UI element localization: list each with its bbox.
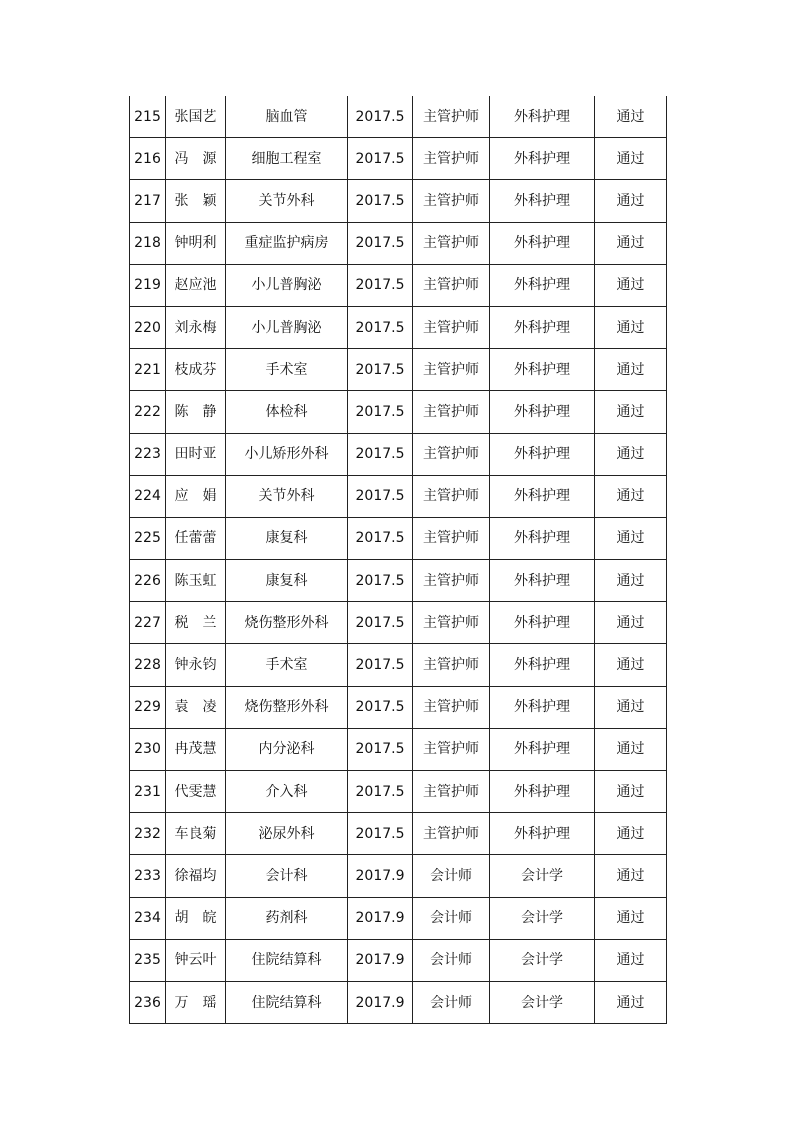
cell-title: 主管护师	[413, 433, 490, 475]
table-row	[130, 728, 667, 770]
cell-number: 224	[130, 475, 166, 517]
cell-major: 外科护理	[490, 813, 595, 855]
cell-number: 216	[130, 138, 166, 180]
cell-date: 2017.9	[348, 897, 413, 939]
cell-department: 康复科	[226, 560, 348, 602]
cell-major: 外科护理	[490, 602, 595, 644]
cell-major: 外科护理	[490, 180, 595, 222]
cell-result: 通过	[595, 981, 667, 1023]
cell-result: 通过	[595, 686, 667, 728]
cell-name: 代雯慧	[166, 771, 226, 813]
cell-major: 外科护理	[490, 475, 595, 517]
roster-table	[129, 96, 667, 1024]
cell-name: 车良菊	[166, 813, 226, 855]
cell-number: 221	[130, 349, 166, 391]
cell-title: 主管护师	[413, 517, 490, 559]
table-row	[130, 813, 667, 855]
cell-result: 通过	[595, 433, 667, 475]
cell-department: 住院结算科	[226, 939, 348, 981]
cell-name: 万 瑶	[166, 981, 226, 1023]
cell-major: 外科护理	[490, 728, 595, 770]
cell-number: 220	[130, 306, 166, 348]
cell-major: 外科护理	[490, 306, 595, 348]
cell-result: 通过	[595, 138, 667, 180]
roster-table-body	[130, 96, 667, 1024]
table-row	[130, 771, 667, 813]
cell-number: 222	[130, 391, 166, 433]
table-row	[130, 306, 667, 348]
cell-title: 会计师	[413, 855, 490, 897]
cell-name: 刘永梅	[166, 306, 226, 348]
cell-result: 通过	[595, 349, 667, 391]
cell-major: 会计学	[490, 981, 595, 1023]
table-row	[130, 939, 667, 981]
table-row	[130, 602, 667, 644]
cell-number: 219	[130, 264, 166, 306]
cell-name: 胡 皖	[166, 897, 226, 939]
cell-department: 烧伤整形外科	[226, 686, 348, 728]
cell-major: 会计学	[490, 939, 595, 981]
cell-number: 229	[130, 686, 166, 728]
cell-department: 重症监护病房	[226, 222, 348, 264]
cell-result: 通过	[595, 560, 667, 602]
cell-department: 会计科	[226, 855, 348, 897]
cell-department: 住院结算科	[226, 981, 348, 1023]
cell-number: 226	[130, 560, 166, 602]
cell-department: 手术室	[226, 644, 348, 686]
cell-name: 张国艺	[166, 96, 226, 138]
cell-name: 陈玉虹	[166, 560, 226, 602]
cell-date: 2017.5	[348, 306, 413, 348]
cell-result: 通过	[595, 517, 667, 559]
cell-date: 2017.5	[348, 644, 413, 686]
cell-title: 主管护师	[413, 560, 490, 602]
cell-title: 主管护师	[413, 391, 490, 433]
cell-number: 215	[130, 96, 166, 138]
cell-department: 关节外科	[226, 475, 348, 517]
cell-number: 236	[130, 981, 166, 1023]
cell-result: 通过	[595, 728, 667, 770]
cell-number: 232	[130, 813, 166, 855]
cell-major: 外科护理	[490, 771, 595, 813]
cell-department: 细胞工程室	[226, 138, 348, 180]
cell-result: 通过	[595, 602, 667, 644]
cell-department: 泌尿外科	[226, 813, 348, 855]
cell-date: 2017.9	[348, 939, 413, 981]
table-row	[130, 475, 667, 517]
cell-major: 外科护理	[490, 433, 595, 475]
cell-department: 小儿矫形外科	[226, 433, 348, 475]
cell-date: 2017.5	[348, 560, 413, 602]
cell-result: 通过	[595, 897, 667, 939]
cell-title: 主管护师	[413, 813, 490, 855]
cell-major: 外科护理	[490, 222, 595, 264]
cell-title: 会计师	[413, 897, 490, 939]
cell-number: 233	[130, 855, 166, 897]
cell-department: 手术室	[226, 349, 348, 391]
cell-title: 主管护师	[413, 602, 490, 644]
cell-result: 通过	[595, 180, 667, 222]
table-row	[130, 264, 667, 306]
cell-title: 主管护师	[413, 686, 490, 728]
cell-title: 主管护师	[413, 644, 490, 686]
cell-number: 228	[130, 644, 166, 686]
cell-date: 2017.5	[348, 813, 413, 855]
table-row	[130, 644, 667, 686]
table-row	[130, 222, 667, 264]
cell-date: 2017.9	[348, 981, 413, 1023]
cell-title: 主管护师	[413, 222, 490, 264]
cell-result: 通过	[595, 644, 667, 686]
cell-date: 2017.5	[348, 433, 413, 475]
table-row	[130, 433, 667, 475]
cell-major: 会计学	[490, 855, 595, 897]
cell-major: 外科护理	[490, 96, 595, 138]
cell-date: 2017.5	[348, 391, 413, 433]
table-row	[130, 180, 667, 222]
table-row	[130, 686, 667, 728]
cell-name: 徐福均	[166, 855, 226, 897]
cell-result: 通过	[595, 813, 667, 855]
cell-department: 关节外科	[226, 180, 348, 222]
cell-major: 外科护理	[490, 686, 595, 728]
cell-name: 田时亚	[166, 433, 226, 475]
cell-title: 主管护师	[413, 771, 490, 813]
cell-name: 袁 凌	[166, 686, 226, 728]
table-row	[130, 897, 667, 939]
cell-major: 外科护理	[490, 138, 595, 180]
cell-major: 外科护理	[490, 391, 595, 433]
cell-department: 介入科	[226, 771, 348, 813]
table-row	[130, 96, 667, 138]
cell-department: 药剂科	[226, 897, 348, 939]
cell-number: 234	[130, 897, 166, 939]
cell-date: 2017.5	[348, 138, 413, 180]
cell-name: 冉茂慧	[166, 728, 226, 770]
cell-major: 外科护理	[490, 349, 595, 391]
cell-result: 通过	[595, 475, 667, 517]
cell-date: 2017.5	[348, 180, 413, 222]
table-row	[130, 349, 667, 391]
cell-number: 225	[130, 517, 166, 559]
cell-department: 小儿普胸泌	[226, 264, 348, 306]
cell-department: 体检科	[226, 391, 348, 433]
table-row	[130, 560, 667, 602]
cell-number: 227	[130, 602, 166, 644]
cell-department: 脑血管	[226, 96, 348, 138]
cell-number: 217	[130, 180, 166, 222]
cell-result: 通过	[595, 222, 667, 264]
cell-date: 2017.5	[348, 349, 413, 391]
cell-date: 2017.5	[348, 517, 413, 559]
cell-title: 主管护师	[413, 96, 490, 138]
cell-name: 税 兰	[166, 602, 226, 644]
cell-date: 2017.5	[348, 96, 413, 138]
cell-date: 2017.9	[348, 855, 413, 897]
cell-number: 230	[130, 728, 166, 770]
cell-title: 主管护师	[413, 728, 490, 770]
cell-name: 冯 源	[166, 138, 226, 180]
cell-name: 钟云叶	[166, 939, 226, 981]
cell-name: 陈 静	[166, 391, 226, 433]
cell-name: 应 娟	[166, 475, 226, 517]
cell-number: 235	[130, 939, 166, 981]
cell-title: 主管护师	[413, 306, 490, 348]
cell-number: 231	[130, 771, 166, 813]
table-row	[130, 517, 667, 559]
cell-major: 会计学	[490, 897, 595, 939]
cell-name: 钟永钧	[166, 644, 226, 686]
cell-date: 2017.5	[348, 222, 413, 264]
cell-result: 通过	[595, 855, 667, 897]
cell-title: 主管护师	[413, 180, 490, 222]
cell-result: 通过	[595, 391, 667, 433]
cell-result: 通过	[595, 771, 667, 813]
cell-name: 钟明利	[166, 222, 226, 264]
cell-date: 2017.5	[348, 728, 413, 770]
cell-name: 赵应池	[166, 264, 226, 306]
cell-department: 康复科	[226, 517, 348, 559]
cell-department: 小儿普胸泌	[226, 306, 348, 348]
table-row	[130, 981, 667, 1023]
cell-title: 主管护师	[413, 475, 490, 517]
cell-result: 通过	[595, 939, 667, 981]
table-row	[130, 855, 667, 897]
cell-name: 张 颖	[166, 180, 226, 222]
cell-major: 外科护理	[490, 644, 595, 686]
cell-department: 内分泌科	[226, 728, 348, 770]
cell-major: 外科护理	[490, 517, 595, 559]
table-row	[130, 138, 667, 180]
cell-date: 2017.5	[348, 475, 413, 517]
cell-number: 218	[130, 222, 166, 264]
cell-result: 通过	[595, 306, 667, 348]
cell-result: 通过	[595, 96, 667, 138]
cell-title: 会计师	[413, 939, 490, 981]
cell-date: 2017.5	[348, 602, 413, 644]
table-row	[130, 391, 667, 433]
cell-title: 主管护师	[413, 264, 490, 306]
cell-result: 通过	[595, 264, 667, 306]
cell-name: 枝成芬	[166, 349, 226, 391]
cell-name: 任蕾蕾	[166, 517, 226, 559]
cell-department: 烧伤整形外科	[226, 602, 348, 644]
cell-date: 2017.5	[348, 686, 413, 728]
cell-title: 主管护师	[413, 138, 490, 180]
cell-date: 2017.5	[348, 264, 413, 306]
cell-date: 2017.5	[348, 771, 413, 813]
cell-title: 会计师	[413, 981, 490, 1023]
cell-title: 主管护师	[413, 349, 490, 391]
cell-number: 223	[130, 433, 166, 475]
cell-major: 外科护理	[490, 264, 595, 306]
cell-major: 外科护理	[490, 560, 595, 602]
